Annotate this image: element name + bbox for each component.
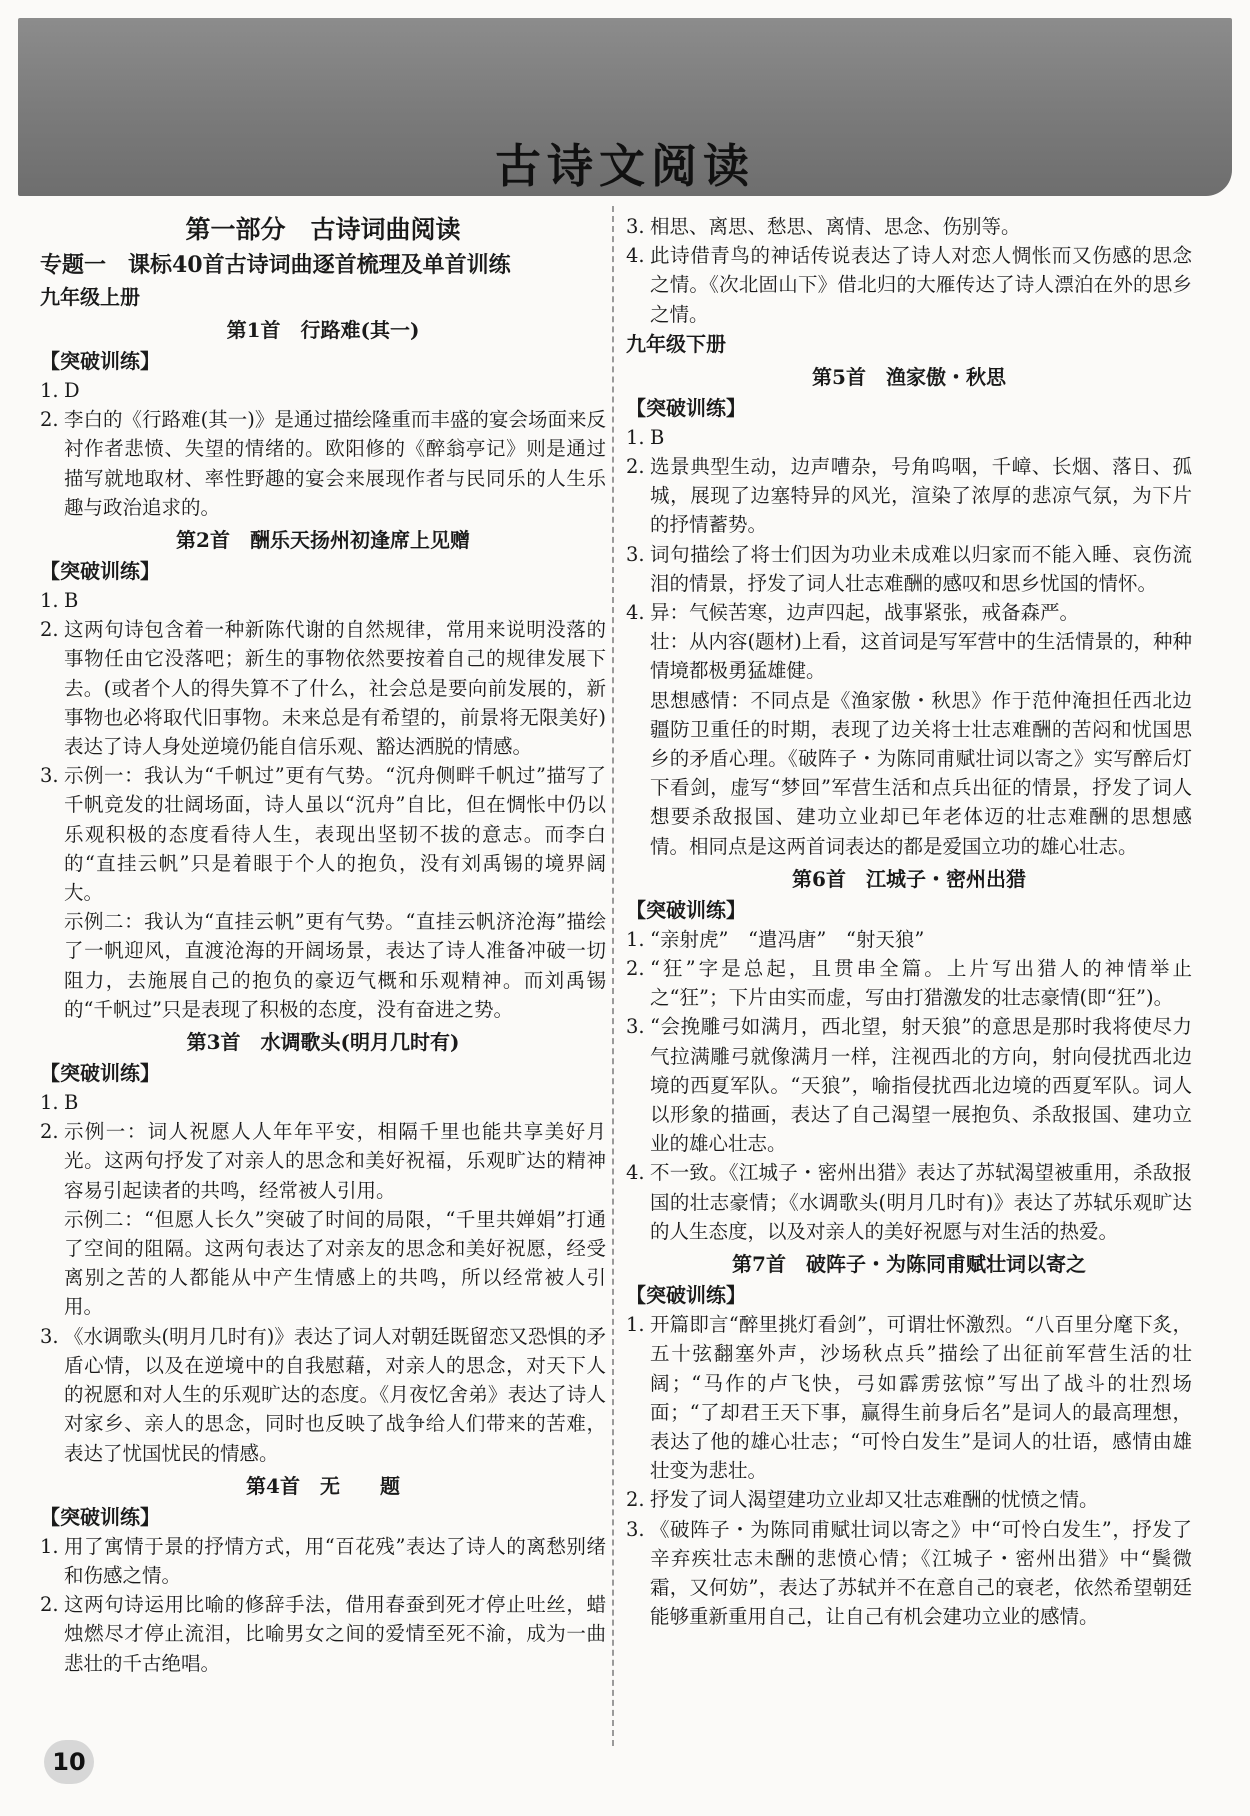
answer-text: “亲射虎” “遣冯唐” “射天狼” [650, 927, 925, 951]
answer-text: 抒发了词人渴望建功立业却又壮志难酬的忧愤之情。 [650, 1488, 1099, 1512]
answer-text: B [64, 589, 79, 613]
answer-item [626, 241, 1192, 329]
answer-text: B [64, 1091, 79, 1115]
answer-text: 开篇即言“醉里挑灯看剑”，可谓壮怀激烈。“八百里分麾下炙，五十弦翻塞外声，沙场秋点兵”描绘了出征前军营生活的壮阔；“马作的卢飞快，弓如霹雳弦惊”写出了战斗的壮烈场面；“了却君王天下事，赢得生前身后名”是词人的最高理想，表达了他的雄心壮志；“可怜白发生”是词人的壮语，感情由雄壮变为悲壮。 [650, 1313, 1192, 1483]
answer-number: 2. [626, 1488, 645, 1512]
answer-item [40, 405, 606, 522]
answer-number: 2. [626, 957, 645, 981]
training-heading: 【突破训练】 [40, 559, 160, 584]
topic-title: 专题一 课标40首古诗词曲逐首梳理及单首训练 [40, 252, 511, 278]
poem-title: 第7首 破阵子・为陈同甫赋壮词以寄之 [732, 1252, 1086, 1277]
answer-item [626, 1515, 1192, 1632]
training-heading: 【突破训练】 [626, 897, 746, 922]
answer-item [626, 598, 1192, 627]
answer-text: 异：气候苦寒，边声四起，战事紧张，戒备森严。 [650, 601, 1080, 625]
training-heading: 【突破训练】 [626, 1283, 746, 1308]
poem-title: 第5首 渔家傲・秋思 [812, 364, 1006, 389]
header-banner [18, 18, 1232, 196]
answer-number: 1. [626, 1313, 645, 1337]
answer-item [626, 1012, 1192, 1158]
answer-text: 相思、离思、愁思、离情、思念、伤别等。 [650, 215, 1021, 238]
answer-number: 1. [626, 927, 645, 951]
answer-number: 1. [40, 1091, 59, 1115]
poem-title: 第2首 酬乐天扬州初逢席上见赠 [176, 528, 470, 553]
answer-number: 4. [626, 244, 645, 268]
answer-number: 1. [40, 1534, 59, 1558]
right-column [626, 212, 1192, 1631]
answer-text: 示例一：我认为“千帆过”更有气势。“沉舟侧畔千帆过”描写了千帆竞发的壮阔场面，诗人虽以“沉舟”自比，但在惆怅中仍以乐观积极的态度看待人生，表现出坚韧不拔的意志。而李白的“直挂云帆”只是着眼于个人的抱负，没有刘禹锡的境界阔大。 [64, 764, 606, 905]
answer-text: 李白的《行路难(其一)》是通过描绘隆重而丰盛的宴会场面来反衬作者悲愤、失望的情绪的。欧阳修的《醉翁亭记》则是通过描写就地取材、率性野趣的宴会来展现作者与民同乐的人生乐趣与政治追求的。 [64, 408, 606, 519]
answer-item [40, 615, 606, 761]
poem-title: 第1首 行路难(其一) [226, 318, 420, 342]
page-title: 古诗文阅读 [495, 139, 755, 193]
answer-number: 3. [40, 764, 59, 788]
answer-number: 1. [40, 589, 59, 613]
answer-continuation: 思想感情：不同点是《渔家傲・秋思》作于范仲淹担任西北边疆防卫重任的时期，表现了边关将士壮志难酬的苦闷和忧国思乡的矛盾心理。《破阵子・为陈同甫赋壮词以寄之》实写醉后灯下看剑，虚写“梦回”军营生活和点兵出征的情景，抒发了词人想要杀敌报国、建功立业却已年老体迈的壮志难酬的思想感情。相同点是这两首词表达的都是爱国立功的雄心壮志。 [650, 688, 1192, 858]
answer-continuation: 示例二：“但愿人长久”突破了时间的局限，“千里共婵娟”打通了空间的阻隔。这两句表达了对亲友的思念和美好祝愿，经受离别之苦的人都能从中产生情感上的共鸣，所以经常被人引用。 [64, 1207, 606, 1319]
answer-number: 2. [40, 408, 59, 432]
answer-item [40, 586, 606, 615]
answer-item [40, 1117, 606, 1205]
answer-text: 不一致。《江城子・密州出猎》表达了苏轼渴望被重用，杀敌报国的壮志豪情；《水调歌头(明月几时有)》表达了苏轼乐观旷达的人生态度，以及对亲人的美好祝愿与对生活的热爱。 [650, 1161, 1192, 1243]
answer-text: D [64, 379, 80, 402]
training-heading: 【突破训练】 [40, 349, 160, 373]
answer-item [40, 1532, 606, 1590]
answer-item [40, 1322, 606, 1468]
answer-text: 《破阵子・为陈同甫赋壮词以寄之》中“可怜白发生”，抒发了辛弃疾壮志未酬的悲愤心情；《江城子・密州出猎》中“鬓微霜，又何妨”，表达了苏轼并不在意自己的衰老，依然希望朝廷能够重新重用自己，让自己有机会建功立业的感情。 [650, 1517, 1192, 1629]
answer-number: 4. [626, 1161, 645, 1185]
answer-item [626, 1310, 1192, 1485]
left-column [40, 212, 606, 1678]
answer-text: 用了寓情于景的抒情方式，用“百花残”表达了诗人的离愁别绪和伤感之情。 [64, 1534, 606, 1587]
answer-number: 3. [40, 1324, 59, 1348]
answer-item [626, 1485, 1192, 1514]
answer-number: 1. [40, 379, 59, 402]
answer-number: 3. [626, 1517, 645, 1541]
answer-text: 此诗借青鸟的神话传说表达了诗人对恋人惆怅而又伤感的思念之情。《次北固山下》借北归的大雁传达了诗人漂泊在外的思乡之情。 [650, 244, 1192, 326]
poem-title: 第6首 江城子・密州出猎 [792, 866, 1026, 891]
answer-item [40, 376, 606, 405]
answer-text: 示例一：词人祝愿人人年年平安，相隔千里也能共享美好月光。这两句抒发了对亲人的思念和美好祝福，乐观旷达的精神容易引起读者的共鸣，经常被人引用。 [64, 1120, 606, 1202]
answer-text: 这两句诗运用比喻的修辞手法，借用春蚕到死才停止吐丝，蜡烛燃尽才停止流泪，比喻男女之间的爱情至死不渝，成为一曲悲壮的千古绝唱。 [64, 1593, 606, 1675]
answer-number: 2. [626, 455, 645, 479]
answer-item [626, 925, 1192, 954]
answer-number: 2. [40, 1593, 59, 1617]
answer-text: “会挽雕弓如满月，西北望，射天狼”的意思是那时我将使尽力气拉满雕弓就像满月一样，注视西北的方向，射向侵扰西北边境的西夏军队。“天狼”，喻指侵扰西北边境的西夏军队。词人以形象的描画，表达了自己渴望一展抱负、杀敌报国、建功立业的雄心壮志。 [650, 1015, 1192, 1156]
answer-text: B [650, 425, 665, 449]
answer-text: 选景典型生动，边声嘈杂，号角呜咽，千嶂、长烟、落日、孤城，展现了边塞特异的风光，渲染了浓厚的悲凉气氛，为下片的抒情蓄势。 [650, 455, 1192, 537]
answer-number: 3. [626, 542, 645, 566]
answer-number: 3. [626, 215, 645, 238]
answer-item [626, 423, 1192, 452]
poem-title: 第3首 水调歌头(明月几时有) [186, 1030, 460, 1055]
answer-item [40, 1088, 606, 1117]
answer-item [626, 1158, 1192, 1246]
answer-item [626, 540, 1192, 598]
answer-item [626, 452, 1192, 540]
answer-number: 3. [626, 1015, 645, 1039]
training-heading: 【突破训练】 [40, 1504, 160, 1529]
answer-text: 这两句诗包含着一种新陈代谢的自然规律，常用来说明没落的事物任由它没落吧；新生的事物依然要按着自己的规律发展下去。(或者个人的得失算不了什么，社会总是要向前发展的，新事物也必将取代旧事物。未来总是有希望的，前景将无限美好)表达了诗人身处逆境仍能自信乐观、豁达洒脱的情感。 [64, 618, 606, 759]
answer-text: 词句描绘了将士们因为功业未成难以归家而不能入睡、哀伤流泪的情景，抒发了词人壮志难酬的感叹和思乡忧国的情怀。 [650, 542, 1192, 595]
answer-number: 2. [40, 1120, 59, 1144]
grade-heading: 九年级上册 [40, 285, 140, 309]
poem-title: 第4首 无 题 [246, 1473, 400, 1498]
answer-number: 2. [40, 618, 59, 642]
grade-heading: 九年级下册 [626, 331, 726, 356]
answer-number: 1. [626, 425, 645, 449]
answer-continuation: 示例二：我认为“直挂云帆”更有气势。“直挂云帆济沧海”描绘了一帆迎风，直渡沧海的开阔场景，表达了诗人准备冲破一切阻力，去施展自己的抱负的豪迈气概和乐观精神。而刘禹锡的“千帆过”只是表现了积极的态度，没有奋进之势。 [64, 910, 606, 1021]
answer-item [626, 212, 1192, 241]
answer-text: 《水调歌头(明月几时有)》表达了词人对朝廷既留恋又恐惧的矛盾心情，以及在逆境中的自我慰藉，对亲人的思念，对天下人的祝愿和对人生的乐观旷达的态度。《月夜忆舍弟》表达了诗人对家乡、亲人的思念，同时也反映了战争给人们带来的苦难，表达了忧国忧民的情感。 [64, 1324, 606, 1465]
answer-number: 4. [626, 601, 645, 625]
answer-continuation: 壮：从内容(题材)上看，这首词是写军营中的生活情景的，种种情境都极勇猛雄健。 [650, 630, 1192, 683]
answer-item [626, 954, 1192, 1012]
page-number: 10 [44, 1740, 94, 1784]
part-title: 第一部分 古诗词曲阅读 [185, 215, 461, 244]
answer-text: “狂”字是总起，且贯串全篇。上片写出猎人的神情举止之“狂”；下片由实而虚，写由打猎激发的壮志豪情(即“狂”)。 [650, 957, 1192, 1010]
answer-item [40, 761, 606, 907]
training-heading: 【突破训练】 [626, 395, 746, 420]
answer-item [40, 1590, 606, 1678]
column-divider [612, 206, 614, 1746]
training-heading: 【突破训练】 [40, 1061, 160, 1086]
